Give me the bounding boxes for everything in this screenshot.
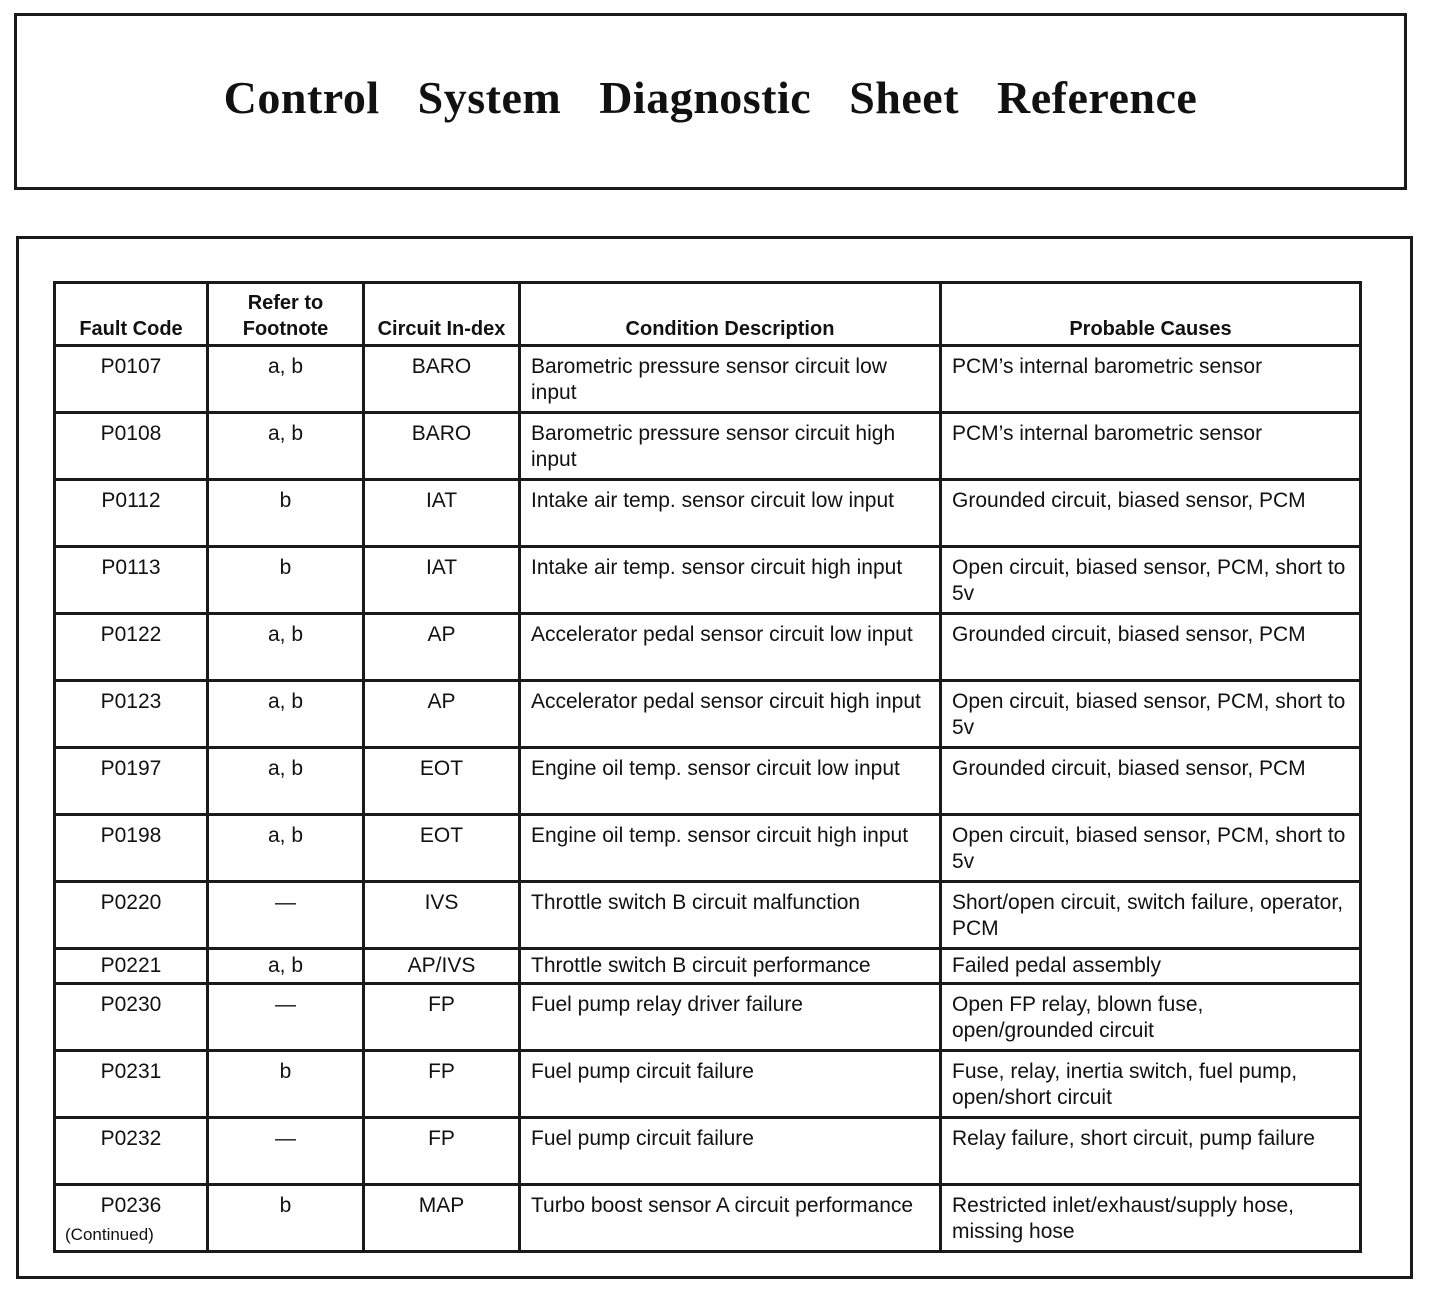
cell-causes: Open circuit, biased sensor, PCM, short to 5v — [941, 815, 1361, 882]
header-footnote: Refer to Footnote — [208, 283, 364, 346]
cell-condition: Accelerator pedal sensor circuit low input — [520, 614, 941, 681]
diagnostic-table — [53, 281, 1362, 1253]
cell-circuit-index: IVS — [364, 882, 520, 949]
cell-condition: Accelerator pedal sensor circuit high input — [520, 681, 941, 748]
cell-condition: Throttle switch B circuit malfunction — [520, 882, 941, 949]
cell-footnote: b — [208, 547, 364, 614]
table-row — [55, 681, 1361, 748]
cell-fault-code: P0230 — [55, 984, 208, 1051]
table-row — [55, 748, 1361, 815]
header-fault-code: Fault Code — [55, 283, 208, 346]
header-condition-description: Condition Description — [520, 283, 941, 346]
cell-causes: Grounded circuit, biased sensor, PCM — [941, 480, 1361, 547]
table-row — [55, 547, 1361, 614]
cell-condition: Fuel pump circuit failure — [520, 1051, 941, 1118]
table-row — [55, 1185, 1361, 1252]
cell-fault-code: P0112 — [55, 480, 208, 547]
cell-condition: Fuel pump relay driver failure — [520, 984, 941, 1051]
cell-footnote: a, b — [208, 949, 364, 984]
cell-causes: Open FP relay, blown fuse, open/grounded circuit — [941, 984, 1361, 1051]
cell-footnote: a, b — [208, 815, 364, 882]
table-row — [55, 949, 1361, 984]
cell-footnote: b — [208, 1051, 364, 1118]
table-row — [55, 984, 1361, 1051]
header-circuit-index: Circuit In-dex — [364, 283, 520, 346]
cell-fault-code: P0231 — [55, 1051, 208, 1118]
cell-condition: Turbo boost sensor A circuit performance — [520, 1185, 941, 1252]
table-row — [55, 815, 1361, 882]
cell-fault-code: P0122 — [55, 614, 208, 681]
cell-circuit-index: EOT — [364, 748, 520, 815]
cell-fault-code: P0107 — [55, 346, 208, 413]
continued-note: (Continued) — [65, 1225, 154, 1244]
cell-footnote: — — [208, 1118, 364, 1185]
cell-circuit-index: AP — [364, 614, 520, 681]
page-title: Control System Diagnostic Sheet Reference — [223, 72, 1198, 123]
cell-circuit-index: BARO — [364, 346, 520, 413]
header-probable-causes: Probable Causes — [941, 283, 1361, 346]
cell-footnote: a, b — [208, 413, 364, 480]
title-box — [14, 13, 1407, 190]
cell-causes: Grounded circuit, biased sensor, PCM — [941, 614, 1361, 681]
cell-circuit-index: BARO — [364, 413, 520, 480]
cell-circuit-index: FP — [364, 984, 520, 1051]
cell-circuit-index: FP — [364, 1051, 520, 1118]
cell-condition: Barometric pressure sensor circuit high input — [520, 413, 941, 480]
cell-footnote: — — [208, 882, 364, 949]
table-row — [55, 882, 1361, 949]
cell-fault-code: P0108 — [55, 413, 208, 480]
cell-fault-code: P0220 — [55, 882, 208, 949]
table-panel — [16, 236, 1413, 1279]
cell-footnote: b — [208, 480, 364, 547]
cell-fault-code: P0221 — [55, 949, 208, 984]
cell-circuit-index: IAT — [364, 480, 520, 547]
cell-footnote: a, b — [208, 614, 364, 681]
cell-condition: Engine oil temp. sensor circuit high input — [520, 815, 941, 882]
table-row — [55, 480, 1361, 547]
table-row — [55, 413, 1361, 480]
table-row — [55, 614, 1361, 681]
cell-circuit-index: IAT — [364, 547, 520, 614]
cell-footnote: a, b — [208, 346, 364, 413]
cell-fault-code: P0198 — [55, 815, 208, 882]
cell-causes: PCM’s internal barometric sensor — [941, 413, 1361, 480]
table-row — [55, 1118, 1361, 1185]
cell-causes: Open circuit, biased sensor, PCM, short to 5v — [941, 681, 1361, 748]
cell-condition: Engine oil temp. sensor circuit low input — [520, 748, 941, 815]
cell-causes: PCM’s internal barometric sensor — [941, 346, 1361, 413]
cell-circuit-index: FP — [364, 1118, 520, 1185]
cell-causes: Relay failure, short circuit, pump failure — [941, 1118, 1361, 1185]
cell-condition: Barometric pressure sensor circuit low input — [520, 346, 941, 413]
cell-fault-code: P0197 — [55, 748, 208, 815]
cell-footnote: a, b — [208, 681, 364, 748]
cell-condition: Fuel pump circuit failure — [520, 1118, 941, 1185]
cell-footnote: b — [208, 1185, 364, 1252]
table-header-row — [55, 283, 1361, 346]
cell-causes: Failed pedal assembly — [941, 949, 1361, 984]
cell-circuit-index: AP/IVS — [364, 949, 520, 984]
cell-circuit-index: MAP — [364, 1185, 520, 1252]
cell-circuit-index: EOT — [364, 815, 520, 882]
cell-condition: Intake air temp. sensor circuit high input — [520, 547, 941, 614]
cell-causes: Short/open circuit, switch failure, operator, PCM — [941, 882, 1361, 949]
table-row — [55, 1051, 1361, 1118]
cell-footnote: — — [208, 984, 364, 1051]
cell-fault-code: P0113 — [55, 547, 208, 614]
cell-fault-code: P0236 — [55, 1185, 208, 1252]
cell-fault-code: P0232 — [55, 1118, 208, 1185]
table-row — [55, 346, 1361, 413]
cell-causes: Fuse, relay, inertia switch, fuel pump, open/short circuit — [941, 1051, 1361, 1118]
cell-causes: Grounded circuit, biased sensor, PCM — [941, 748, 1361, 815]
cell-fault-code: P0123 — [55, 681, 208, 748]
cell-causes: Open circuit, biased sensor, PCM, short to 5v — [941, 547, 1361, 614]
cell-condition: Throttle switch B circuit performance — [520, 949, 941, 984]
cell-condition: Intake air temp. sensor circuit low input — [520, 480, 941, 547]
cell-circuit-index: AP — [364, 681, 520, 748]
cell-footnote: a, b — [208, 748, 364, 815]
cell-causes: Restricted inlet/exhaust/supply hose, missing hose — [941, 1185, 1361, 1252]
